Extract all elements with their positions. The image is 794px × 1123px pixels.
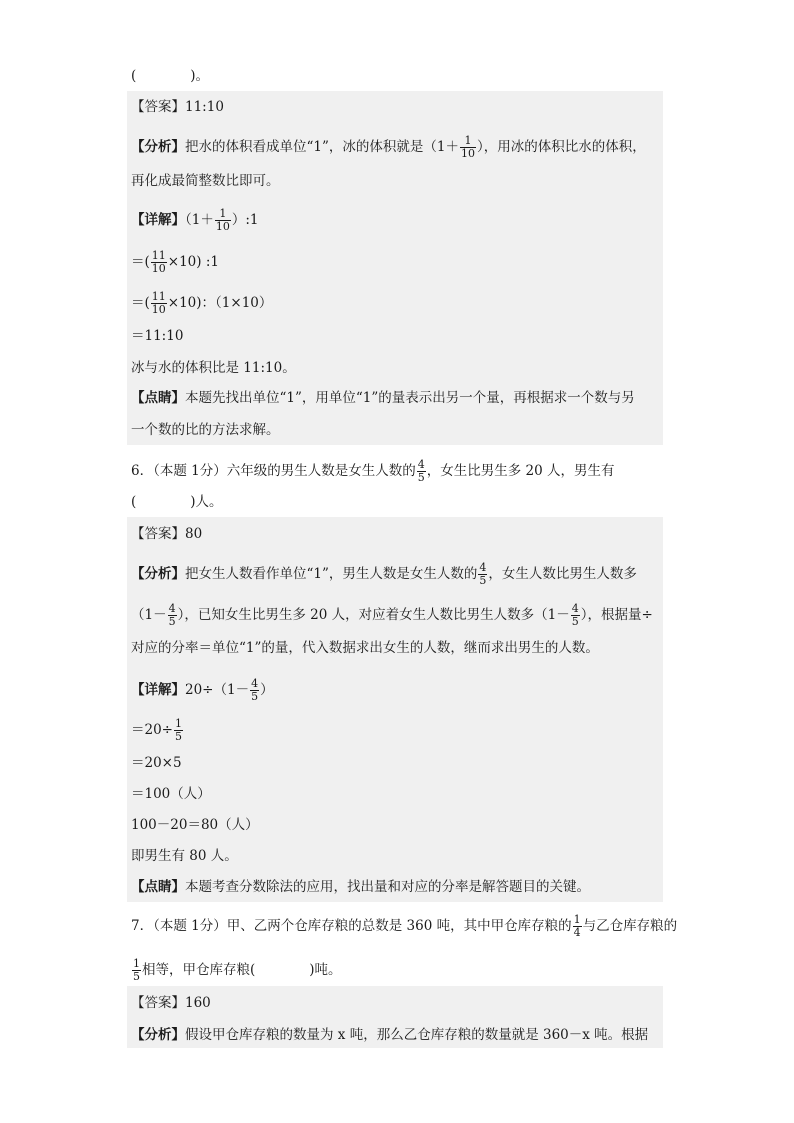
fraction xyxy=(132,958,141,983)
denominator: 5 xyxy=(175,730,182,743)
text: ＝20÷ xyxy=(131,722,173,738)
denominator: 5 xyxy=(133,970,140,983)
numerator: 11 xyxy=(151,290,166,303)
text: 相等，甲仓库存粮( )吨。 xyxy=(142,962,342,978)
text: 20÷（1－ xyxy=(185,682,250,698)
q6-stem-line2: ( )人。 xyxy=(131,494,223,510)
text: ×10) :1 xyxy=(167,254,219,270)
denominator: 10 xyxy=(151,262,166,275)
fraction xyxy=(151,291,167,316)
denominator: 5 xyxy=(168,615,176,628)
q6-analysis-line3: 对应的分率＝单位“1”的量，代入数据求出女生的人数，继而求出男生的人数。 xyxy=(131,640,599,656)
q6-analysis-line1 xyxy=(131,562,637,587)
text: ＝( xyxy=(131,295,150,311)
text: （1－ xyxy=(131,607,167,623)
numerator: 1 xyxy=(460,135,476,148)
numerator: 4 xyxy=(251,677,259,690)
q5-analysis-line2: 再化成最简整数比即可。 xyxy=(131,173,280,189)
q5-comment-line2: 一个数的比的方法求解。 xyxy=(131,422,280,438)
q6-detail-line5: 100－20＝80（人） xyxy=(131,817,259,833)
comment-tag: 【点睛】 xyxy=(131,879,185,895)
q6-detail-line3: ＝20×5 xyxy=(131,755,182,771)
fraction xyxy=(215,208,231,233)
text: ）:1 xyxy=(231,212,259,228)
q7-answer: 【答案】160 xyxy=(131,995,211,1011)
fraction xyxy=(571,603,580,628)
analysis-tag: 【分析】 xyxy=(131,566,185,582)
text: 本题考查分数除法的应用，找出量和对应的分率是解答题目的关键。 xyxy=(185,879,590,895)
q6-comment xyxy=(131,879,590,895)
text: ），根据量÷ xyxy=(580,607,653,623)
denominator: 5 xyxy=(251,690,259,703)
numerator: 4 xyxy=(417,458,425,471)
numerator: 4 xyxy=(571,602,579,615)
top-blank: ( )。 xyxy=(131,68,210,84)
text: ，女生人数比男生人数多 xyxy=(488,566,637,582)
analysis-tag: 【分析】 xyxy=(131,139,185,155)
fraction xyxy=(460,135,476,160)
fraction xyxy=(168,603,177,628)
denominator: 10 xyxy=(151,303,166,316)
numerator: 4 xyxy=(168,602,176,615)
numerator: 1 xyxy=(133,957,140,970)
text: ＝( xyxy=(131,254,150,270)
numerator: 1 xyxy=(175,717,182,730)
denominator: 5 xyxy=(571,615,579,628)
text: 本题先找出单位“1”，用单位“1”的量表示出另一个量，再根据求一个数与另 xyxy=(185,390,635,406)
q6-stem-line1 xyxy=(131,459,615,484)
fraction xyxy=(250,678,259,703)
numerator: 1 xyxy=(215,208,231,221)
q5-analysis-line1 xyxy=(131,135,646,160)
text: ），已知女生比男生多 20 人，对应着女生人数比男生人数多（1－ xyxy=(177,607,570,623)
text: 把女生人数看作单位“1”，男生人数是女生人数的 xyxy=(185,566,478,582)
text: （1＋ xyxy=(185,212,214,228)
q7-stem-line1 xyxy=(131,914,677,939)
q6-detail-line4: ＝100（人） xyxy=(131,786,211,802)
text: 假设甲仓库存粮的数量为 x 吨，那么乙仓库存粮的数量就是 360－x 吨。根据 xyxy=(185,1027,649,1043)
text: ），用冰的体积比水的体积， xyxy=(476,139,646,155)
fraction xyxy=(151,250,167,275)
denominator: 5 xyxy=(417,471,425,484)
q5-comment-line1 xyxy=(131,390,635,406)
denominator: 4 xyxy=(573,926,581,939)
q6-answer: 【答案】80 xyxy=(131,526,203,542)
text: 与乙仓库存粮的 xyxy=(582,918,678,934)
denominator: 5 xyxy=(479,574,487,587)
q7-stem-line2 xyxy=(131,958,342,983)
fraction xyxy=(417,459,426,484)
detail-tag: 【详解】 xyxy=(131,682,185,698)
numerator: 4 xyxy=(479,561,487,574)
fraction xyxy=(478,562,487,587)
text: ，女生比男生多 20 人，男生有 xyxy=(426,463,615,479)
text: 7．（本题 1分）甲、乙两个仓库存粮的总数是 360 吨，其中甲仓库存粮的 xyxy=(131,918,572,934)
numerator: 11 xyxy=(151,249,166,262)
text: ×10)：（1×10） xyxy=(167,295,273,311)
q7-analysis xyxy=(131,1027,648,1043)
text: 6．（本题 1分）六年级的男生人数是女生人数的 xyxy=(131,463,416,479)
q5-conclusion: 冰与水的体积比是 11:10。 xyxy=(131,360,296,376)
q5-detail-line4: ＝11:10 xyxy=(131,328,184,344)
q6-detail-line1 xyxy=(131,678,274,703)
q5-detail-line3 xyxy=(131,291,272,316)
q6-analysis-line2 xyxy=(131,603,653,628)
analysis-tag: 【分析】 xyxy=(131,1027,185,1043)
q6-detail-line2 xyxy=(131,718,184,743)
fraction xyxy=(174,718,183,743)
comment-tag: 【点睛】 xyxy=(131,390,185,406)
q5-answer: 【答案】11:10 xyxy=(131,99,224,115)
denominator: 10 xyxy=(460,147,475,160)
numerator: 1 xyxy=(573,913,581,926)
q6-conclusion: 即男生有 80 人。 xyxy=(131,848,238,864)
text: 把水的体积看成单位“1”，冰的体积就是（1＋ xyxy=(185,139,459,155)
q5-detail-line2 xyxy=(131,250,219,275)
text: ） xyxy=(260,682,274,698)
detail-tag: 【详解】 xyxy=(131,212,185,228)
denominator: 10 xyxy=(215,220,230,233)
q5-detail-line1 xyxy=(131,208,258,233)
fraction xyxy=(573,914,582,939)
